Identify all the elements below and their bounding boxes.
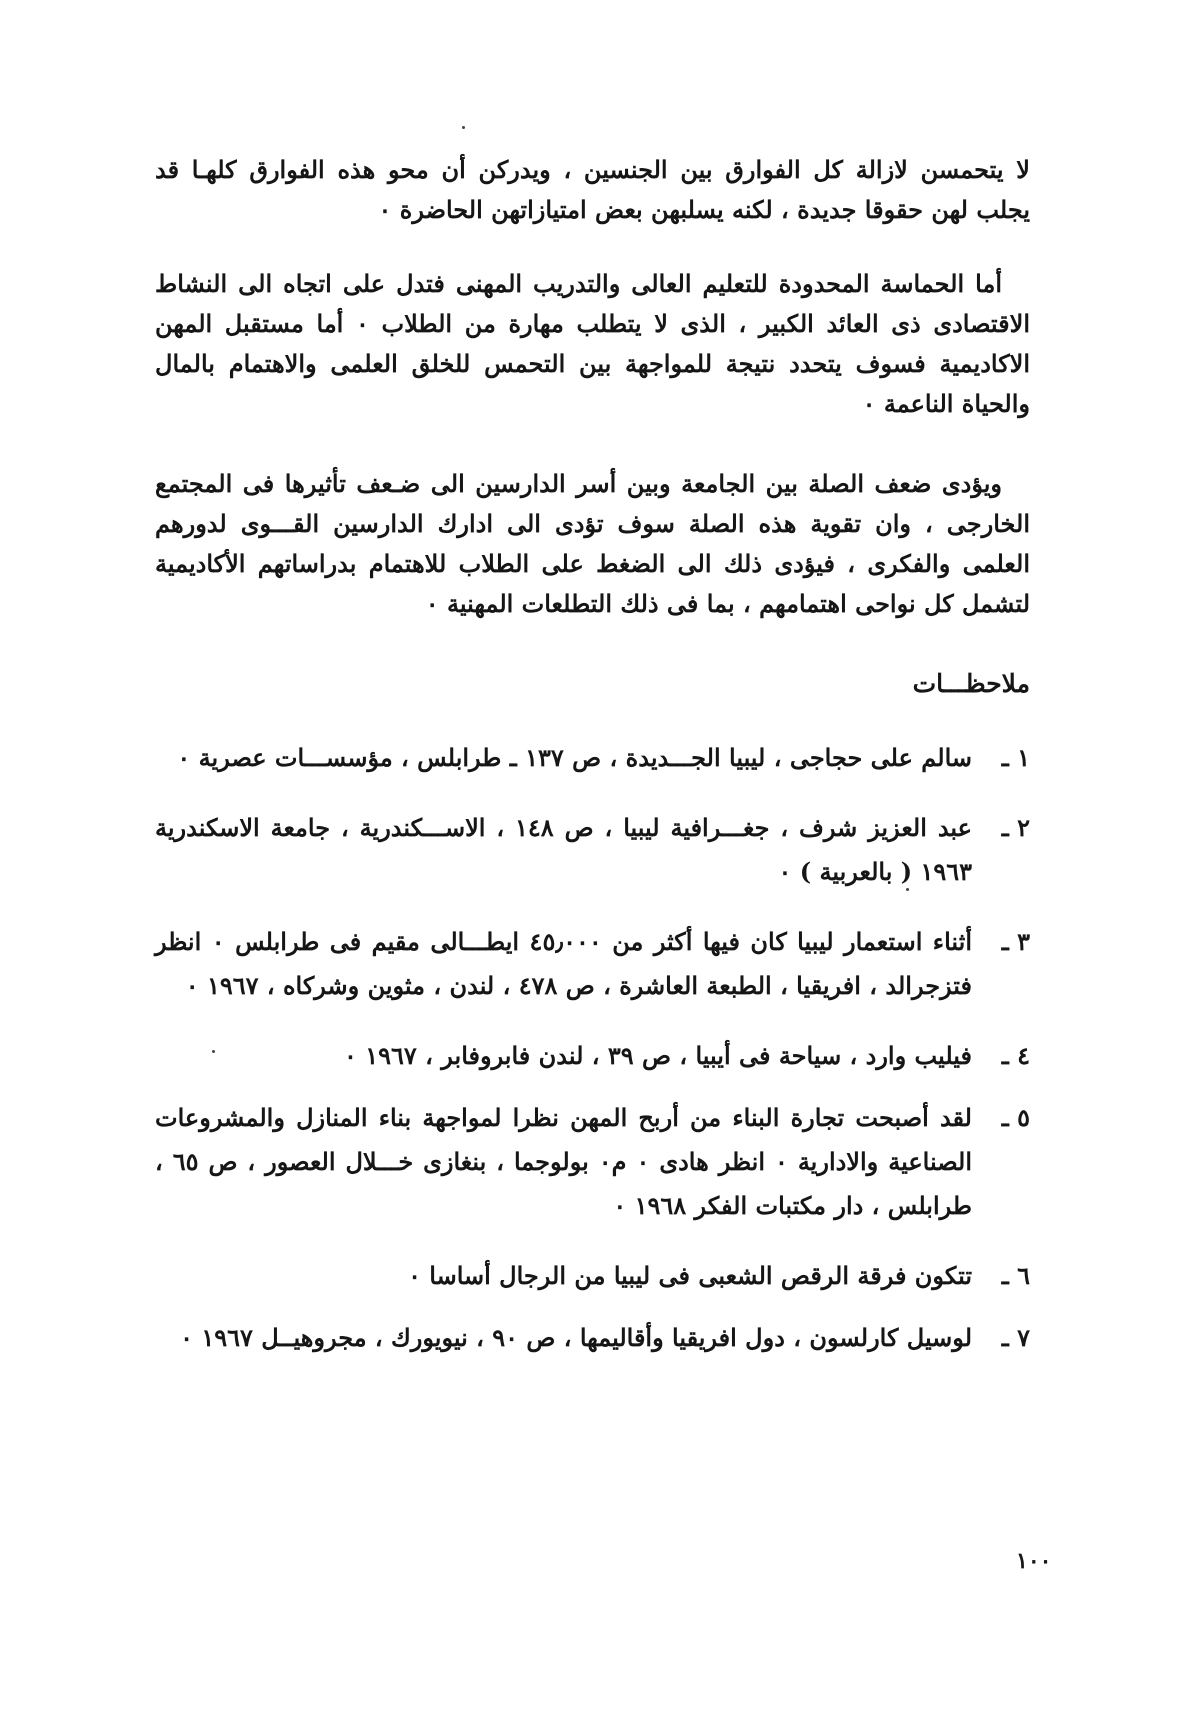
note-number: ٦ ـ	[1001, 1261, 1030, 1290]
note-number: ١ ـ	[1001, 743, 1030, 772]
note-text: عبد العزيز شرف ، جغـــرافية ليبيا ، ص ١٤٨ ، الاســـكندرية ، جامعة الاسكندرية ١٩٦٣ ( بالعربية ) ٠	[155, 813, 972, 886]
note-number: ٣ ـ	[1001, 927, 1030, 956]
note-item	[155, 920, 1030, 1008]
notes-list	[155, 736, 1030, 1360]
paragraph-1: لا يتحمسن لازالة كل الفوارق بين الجنسين ، ويدركن أن محو هذه الفوارق كلهـا قد يجلب لهن حقوقا جديدة ، لكنه يسلبهن بعض امتيازاتهن الحاضرة ٠	[155, 155, 1030, 224]
page-number: ١٠٠	[1016, 1548, 1052, 1574]
note-item	[155, 1034, 1030, 1078]
note-number: ٥ ـ	[1001, 1103, 1030, 1132]
note-text: لقد أصبحت تجارة البناء من أربح المهن نظرا لمواجهة بناء المنازل والمشروعات الصناعية والادارية ٠ انظر هادى ٠ م٠ بولوجما ، بنغازى خـــلال العصور ، ص ٦٥ ، طرابلس ، دار مكتبات الفكر ١٩٦٨ ٠	[155, 1103, 972, 1220]
note-text: سالم على حجاجى ، ليبيا الجـــديدة ، ص ١٣٧ ـ طرابلس ، مؤسســـات عصرية ٠	[177, 743, 972, 772]
note-item	[155, 1096, 1030, 1228]
note-text: أثناء استعمار ليبيا كان فيها أكثر من ٤٥٫٠٠٠ ايطـــالى مقيم فى طرابلس ٠ انظر فتزجرالد ، افريقيا ، الطبعة العاشرة ، ص ٤٧٨ ، لندن ، مثوين وشركاه ، ١٩٦٧ ٠	[155, 927, 972, 1000]
note-number: ٧ ـ	[1001, 1323, 1030, 1352]
note-text: لوسيل كارلسون ، دول افريقيا وأقاليمها ، ص ٩٠ ، نيويورك ، مجروهيــل ١٩٦٧ ٠	[180, 1323, 972, 1352]
note-item	[155, 806, 1030, 894]
note-item	[155, 1254, 1030, 1298]
paragraph-3-text: ويؤدى ضعف الصلة بين الجامعة وبين أسر الدارسين الى ضـعف تأثيرها فى المجتمع الخارجى ، وان تقوية هذه الصلة سوف تؤدى الى ادارك الدارسين القـــوى لدورهم العلمى والفكرى ، فيؤدى ذلك الى الضغط على الطلاب للاهتمام بدراساتهم الأكاديمية لتشمل كل نواحى اهتمامهم ، بما فى ذلك التطلعات المهنية ٠	[155, 469, 1030, 618]
paragraph-2-text: أما الحماسة المحدودة للتعليم العالى والتدريب المهنى فتدل على اتجاه الى النشاط الاقتصادى ذى العائد الكبير ، الذى لا يتطلب مهارة من الطلاب ٠ أما مستقبل المهن الاكاديمية فسوف يتحدد نتيجة للمواجهة بين التحمس للخلق العلمى والاهتمام بالمال والحياة الناعمة ٠	[155, 269, 1030, 418]
paragraph-2	[155, 264, 1030, 424]
scan-speck	[462, 126, 465, 129]
page-body	[155, 150, 1030, 1386]
note-number: ٢ ـ	[1001, 813, 1030, 842]
paragraph-3	[155, 464, 1030, 624]
notes-heading: ملاحظـــات	[912, 669, 1030, 698]
note-text: فيليب وارد ، سياحة فى أيبيا ، ص ٣٩ ، لندن فابروفابر ، ١٩٦٧ ٠	[344, 1041, 972, 1070]
note-item	[155, 736, 1030, 780]
note-number: ٤ ـ	[1001, 1041, 1030, 1070]
note-text: تتكون فرقة الرقص الشعبى فى ليبيا من الرجال أساسا ٠	[408, 1261, 972, 1290]
note-item	[155, 1316, 1030, 1360]
